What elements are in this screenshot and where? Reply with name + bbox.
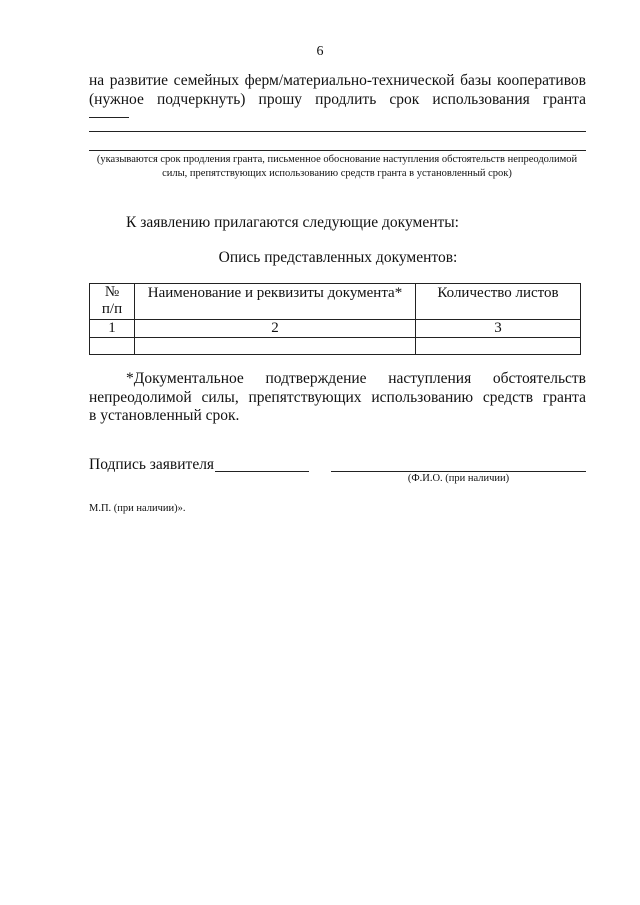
- full-name-caption: (Ф.И.О. (при наличии): [407, 473, 510, 484]
- documents-table: [89, 283, 581, 355]
- intro-line-2: (нужное подчеркнуть) прошу продлить срок использования гранта: [89, 91, 586, 108]
- table-cell: 3: [416, 320, 581, 338]
- table-cell: 1: [90, 320, 135, 338]
- signature-line: [215, 471, 309, 472]
- page-number: 6: [316, 44, 324, 59]
- header-number: [90, 284, 135, 320]
- table-row: [90, 338, 581, 355]
- table-cell-empty: [416, 338, 581, 355]
- footnote-line-2: непреодолимой силы, препятствующих использованию средств гранта: [89, 389, 586, 406]
- note-line-1: (указываются срок продления гранта, письменное обоснование наступления обстоятельств непреодолимой: [96, 154, 578, 165]
- fill-line-1: [89, 117, 129, 118]
- fill-line-3: [89, 150, 586, 151]
- header-document-name: Наименование и реквизиты документа*: [135, 284, 416, 320]
- table-row: [90, 320, 581, 338]
- attachments-text: К заявлению прилагаются следующие документы:: [126, 214, 459, 231]
- table-cell: 2: [135, 320, 416, 338]
- table-cell-empty: [135, 338, 416, 355]
- fill-line-2: [89, 131, 586, 132]
- note-line-2: силы, препятствующих использованию средств гранта в установленный срок): [162, 168, 512, 179]
- header-sheet-count: Количество листов: [416, 284, 581, 320]
- seal-text: М.П. (при наличии)».: [89, 503, 186, 514]
- footnote-line-3: в установленный срок.: [89, 407, 240, 424]
- signature-label: Подпись заявителя: [89, 456, 215, 473]
- table-header-row: [90, 284, 581, 320]
- header-number-line-1: №: [104, 284, 120, 300]
- inventory-title: Опись представленных документов:: [218, 249, 458, 266]
- footnote-line-1: *Документальное подтверждение наступления обстоятельств: [126, 370, 586, 387]
- intro-line-1: на развитие семейных ферм/материально-технической базы кооперативов: [89, 72, 586, 89]
- header-number-line-2: п/п: [101, 301, 123, 317]
- table-cell-empty: [90, 338, 135, 355]
